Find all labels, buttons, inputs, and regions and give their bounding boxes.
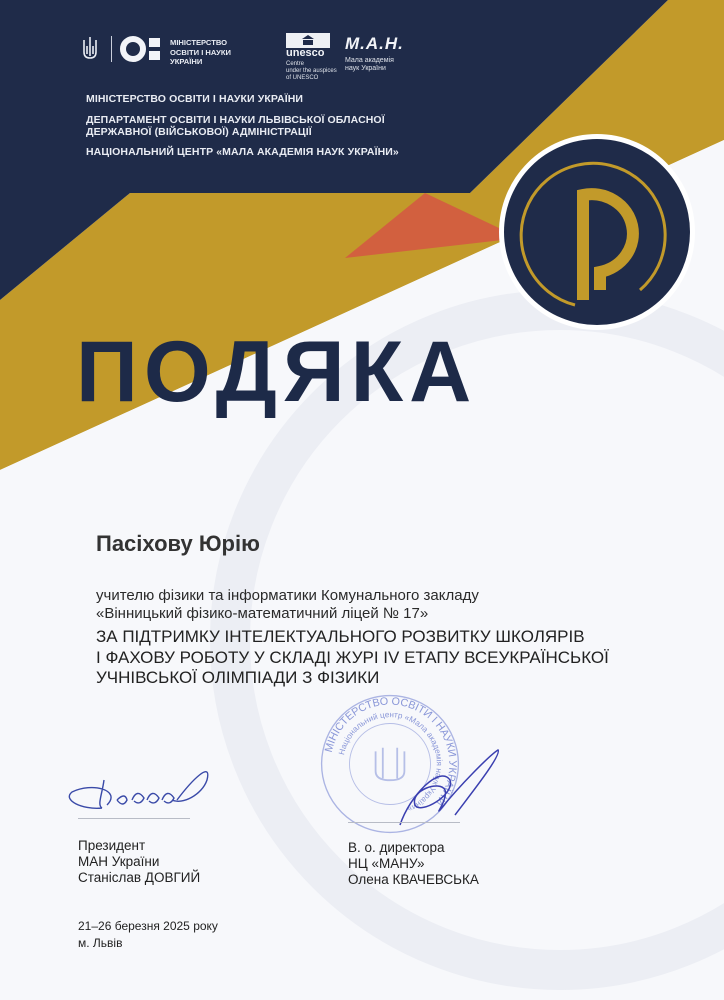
man-logo-line: Мала академія — [345, 57, 394, 64]
reason-line: ЗА ПІДТРИМКУ ІНТЕЛЕКТУАЛЬНОГО РОЗВИТКУ ШКОЛЯРІВ — [96, 627, 585, 646]
signature-line — [348, 822, 460, 823]
trident-icon — [82, 36, 98, 62]
unesco-line: Centre — [286, 61, 305, 67]
man-logo-line: наук України — [345, 65, 386, 72]
award-reason — [96, 627, 609, 689]
signatory-title: Президент — [78, 838, 146, 853]
recipient-position — [96, 587, 479, 623]
event-city: м. Львів — [78, 936, 123, 950]
date-place — [78, 918, 218, 952]
signature-president — [62, 760, 222, 820]
unesco-temple-icon — [286, 33, 330, 48]
ministry-logo-mark — [120, 35, 162, 63]
stamp-inner-text: Національний центр «Мала академія наук України» — [337, 710, 444, 815]
reason-line: І ФАХОВУ РОБОТУ У СКЛАДІ ЖУРІ IV ЕТАПУ ВСЕУКРАЇНСЬКОЇ — [96, 647, 609, 667]
header-department — [86, 114, 385, 138]
reason-line: УЧНІВСЬКОЇ ОЛІМПІАДИ З ФІЗИКИ — [96, 668, 380, 687]
signatory-title: В. о. директора — [348, 840, 445, 855]
position-line: «Вінницький фізико-математичний ліцей № 17» — [96, 605, 429, 622]
stamp-outer-text: МІНІСТЕРСТВО ОСВІТИ І НАУКИ УКРАЇНИ — [322, 695, 459, 808]
header-center: НАЦІОНАЛЬНИЙ ЦЕНТР «МАЛА АКАДЕМІЯ НАУК УКРАЇНИ» — [86, 146, 399, 158]
ministry-logo-line: МІНІСТЕРСТВО — [170, 38, 228, 47]
ministry-logo-line: УКРАЇНИ — [170, 57, 203, 66]
unesco-logo-text — [286, 48, 337, 82]
signatory-name: Станіслав ДОВГИЙ — [78, 870, 201, 885]
signatory-director — [348, 840, 479, 888]
unesco-line: of UNESCO — [286, 75, 319, 81]
header-ministry: МІНІСТЕРСТВО ОСВІТИ І НАУКИ УКРАЇНИ — [86, 93, 304, 105]
header-department-line: ДЕРЖАВНОЇ (ВІЙСЬКОВОЇ) АДМІНІСТРАЦІЇ — [86, 126, 312, 138]
certificate-title: ПОДЯКА — [76, 324, 478, 420]
logo-divider — [111, 36, 112, 62]
signatory-name: Олена КВАЧЕВСЬКА — [348, 872, 479, 887]
ministry-logo-text — [170, 38, 231, 67]
man-logo — [345, 35, 404, 73]
position-line: учителю фізики та інформатики Комунального закладу — [96, 587, 479, 604]
signatory-org: НЦ «МАНУ» — [348, 856, 425, 871]
unesco-line: under the auspices — [286, 68, 337, 74]
man-emblem — [499, 134, 695, 330]
signatory-org: МАН України — [78, 854, 160, 869]
unesco-name: unesco — [286, 47, 325, 59]
header-department-line: ДЕПАРТАМЕНТ ОСВІТИ І НАУКИ ЛЬВІВСЬКОЇ ОБЛАСНОЇ — [86, 114, 385, 126]
ministry-logo-line: ОСВІТИ І НАУКИ — [170, 47, 231, 57]
event-dates: 21–26 березня 2025 року — [78, 919, 218, 933]
recipient-name: Пасіхову Юрію — [96, 531, 260, 556]
signature-line — [78, 818, 190, 819]
man-logo-name: М.А.Н. — [345, 34, 404, 53]
signatory-president — [78, 838, 200, 886]
